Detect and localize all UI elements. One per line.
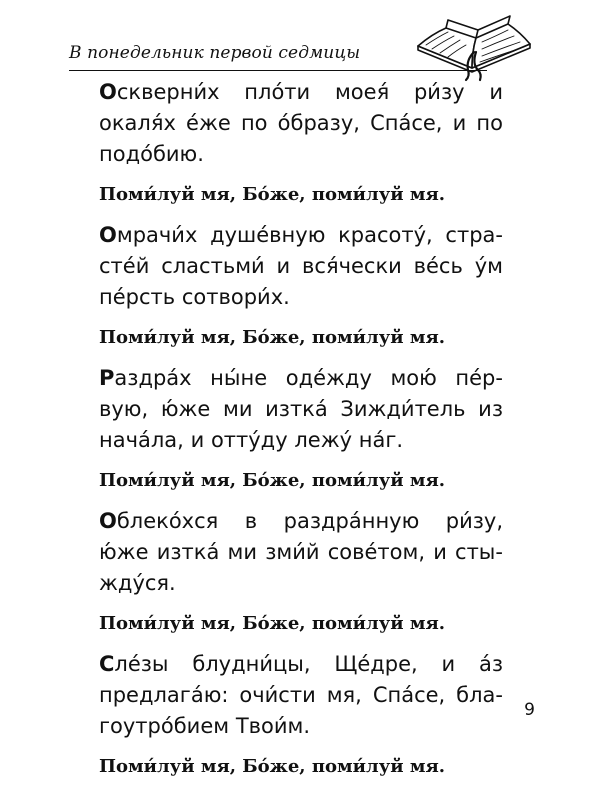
word: и	[190, 428, 205, 452]
word: и	[433, 540, 447, 564]
word: скверни́х	[116, 80, 220, 104]
word: Твои́м.	[235, 714, 311, 738]
text-line	[99, 139, 503, 170]
word: лежу́	[294, 428, 353, 452]
word: пе́рсть	[99, 285, 176, 309]
word: раздра́нную	[283, 509, 420, 533]
word: в	[244, 509, 258, 533]
word: гоутро́бием	[99, 714, 230, 738]
word: на́г.	[358, 428, 404, 452]
text-line	[99, 425, 503, 456]
refrain: Поми́луй мя, Бо́же, поми́луй мя.	[99, 756, 446, 777]
word: жду́ся.	[99, 571, 176, 595]
open-book-with-ribbon-icon	[412, 12, 534, 80]
word: мя,	[326, 683, 362, 707]
text-line	[99, 649, 503, 680]
initial-letter: О	[99, 80, 117, 104]
text-line	[99, 282, 503, 313]
refrain: Поми́луй мя, Бо́же, поми́луй мя.	[99, 327, 446, 348]
word: бла-	[456, 683, 503, 707]
word: оде́жду	[285, 366, 372, 390]
troparion-1	[99, 77, 503, 170]
refrain: Поми́луй мя, Бо́же, поми́луй мя.	[99, 184, 446, 205]
word: красоту́,	[338, 223, 433, 247]
word: Ще́дре,	[334, 652, 418, 676]
page-number: 9	[524, 700, 535, 720]
word: изтка́	[265, 397, 328, 421]
word: и	[452, 111, 467, 135]
word: по	[476, 111, 503, 135]
word: по	[240, 111, 268, 135]
word: Спа́се,	[370, 111, 443, 135]
word: сотвори́х.	[181, 285, 290, 309]
word: и	[441, 652, 456, 676]
text-line	[99, 251, 503, 282]
word: окаля́х	[99, 111, 176, 135]
word: подо́бию.	[99, 142, 204, 166]
word: ве́сь	[413, 254, 463, 278]
word: ю́же	[160, 397, 211, 421]
troparion-5	[99, 649, 503, 742]
text-line	[99, 537, 503, 568]
word: пе́р-	[455, 366, 503, 390]
initial-letter: Р	[99, 366, 115, 390]
word: предлага́ю:	[99, 683, 229, 707]
word: мою́	[390, 366, 437, 390]
text-body	[99, 77, 503, 792]
word: стра-	[445, 223, 503, 247]
word: сове́том,	[327, 540, 425, 564]
word: ле́зы	[114, 652, 169, 676]
word: сты-	[455, 540, 503, 564]
word: Зижди́тель	[340, 397, 466, 421]
initial-letter: О	[99, 509, 117, 533]
refrain: Поми́луй мя, Бо́же, поми́луй мя.	[99, 470, 446, 491]
word: ю́же	[99, 540, 149, 564]
word: блудни́цы,	[192, 652, 311, 676]
word: ми	[222, 397, 253, 421]
word: из	[478, 397, 503, 421]
initial-letter: С	[99, 652, 115, 676]
word: зми́й	[265, 540, 320, 564]
troparion-3	[99, 363, 503, 456]
word: очи́сти	[239, 683, 316, 707]
text-line	[99, 363, 503, 394]
refrain: Поми́луй мя, Бо́же, поми́луй мя.	[99, 613, 446, 634]
troparion-4	[99, 506, 503, 599]
troparion-2	[99, 220, 503, 313]
word: вся́чески	[302, 254, 402, 278]
text-line	[99, 108, 503, 139]
running-head: В понедельник первой седмицы	[69, 43, 361, 63]
text-line	[99, 711, 503, 742]
text-line	[99, 220, 503, 251]
word: моея́	[334, 80, 390, 104]
word: е́же	[186, 111, 231, 135]
word: ри́зу	[413, 80, 465, 104]
word: пло́ти	[244, 80, 311, 104]
text-line	[99, 680, 503, 711]
word: сте́й	[99, 254, 150, 278]
word: отту́ду	[210, 428, 288, 452]
word: и	[276, 254, 291, 278]
text-line	[99, 77, 503, 108]
word: ми	[227, 540, 258, 564]
word: у́м	[474, 254, 503, 278]
word: ны́не	[210, 366, 268, 390]
text-line	[99, 394, 503, 425]
word: ри́зу,	[445, 509, 503, 533]
word: аздра́х	[114, 366, 192, 390]
word: а́з	[478, 652, 503, 676]
text-line	[99, 506, 503, 537]
text-line	[99, 568, 503, 599]
word: мрачи́х	[116, 223, 198, 247]
word: Спа́се,	[372, 683, 446, 707]
word: нача́ла,	[99, 428, 184, 452]
word: и	[489, 80, 503, 104]
word: блеко́хся	[116, 509, 219, 533]
word: душе́вную	[210, 223, 326, 247]
initial-letter: О	[99, 223, 117, 247]
word: изтка́	[156, 540, 220, 564]
word: сластьми́	[161, 254, 265, 278]
word: о́бразу,	[277, 111, 360, 135]
word: вую,	[99, 397, 149, 421]
